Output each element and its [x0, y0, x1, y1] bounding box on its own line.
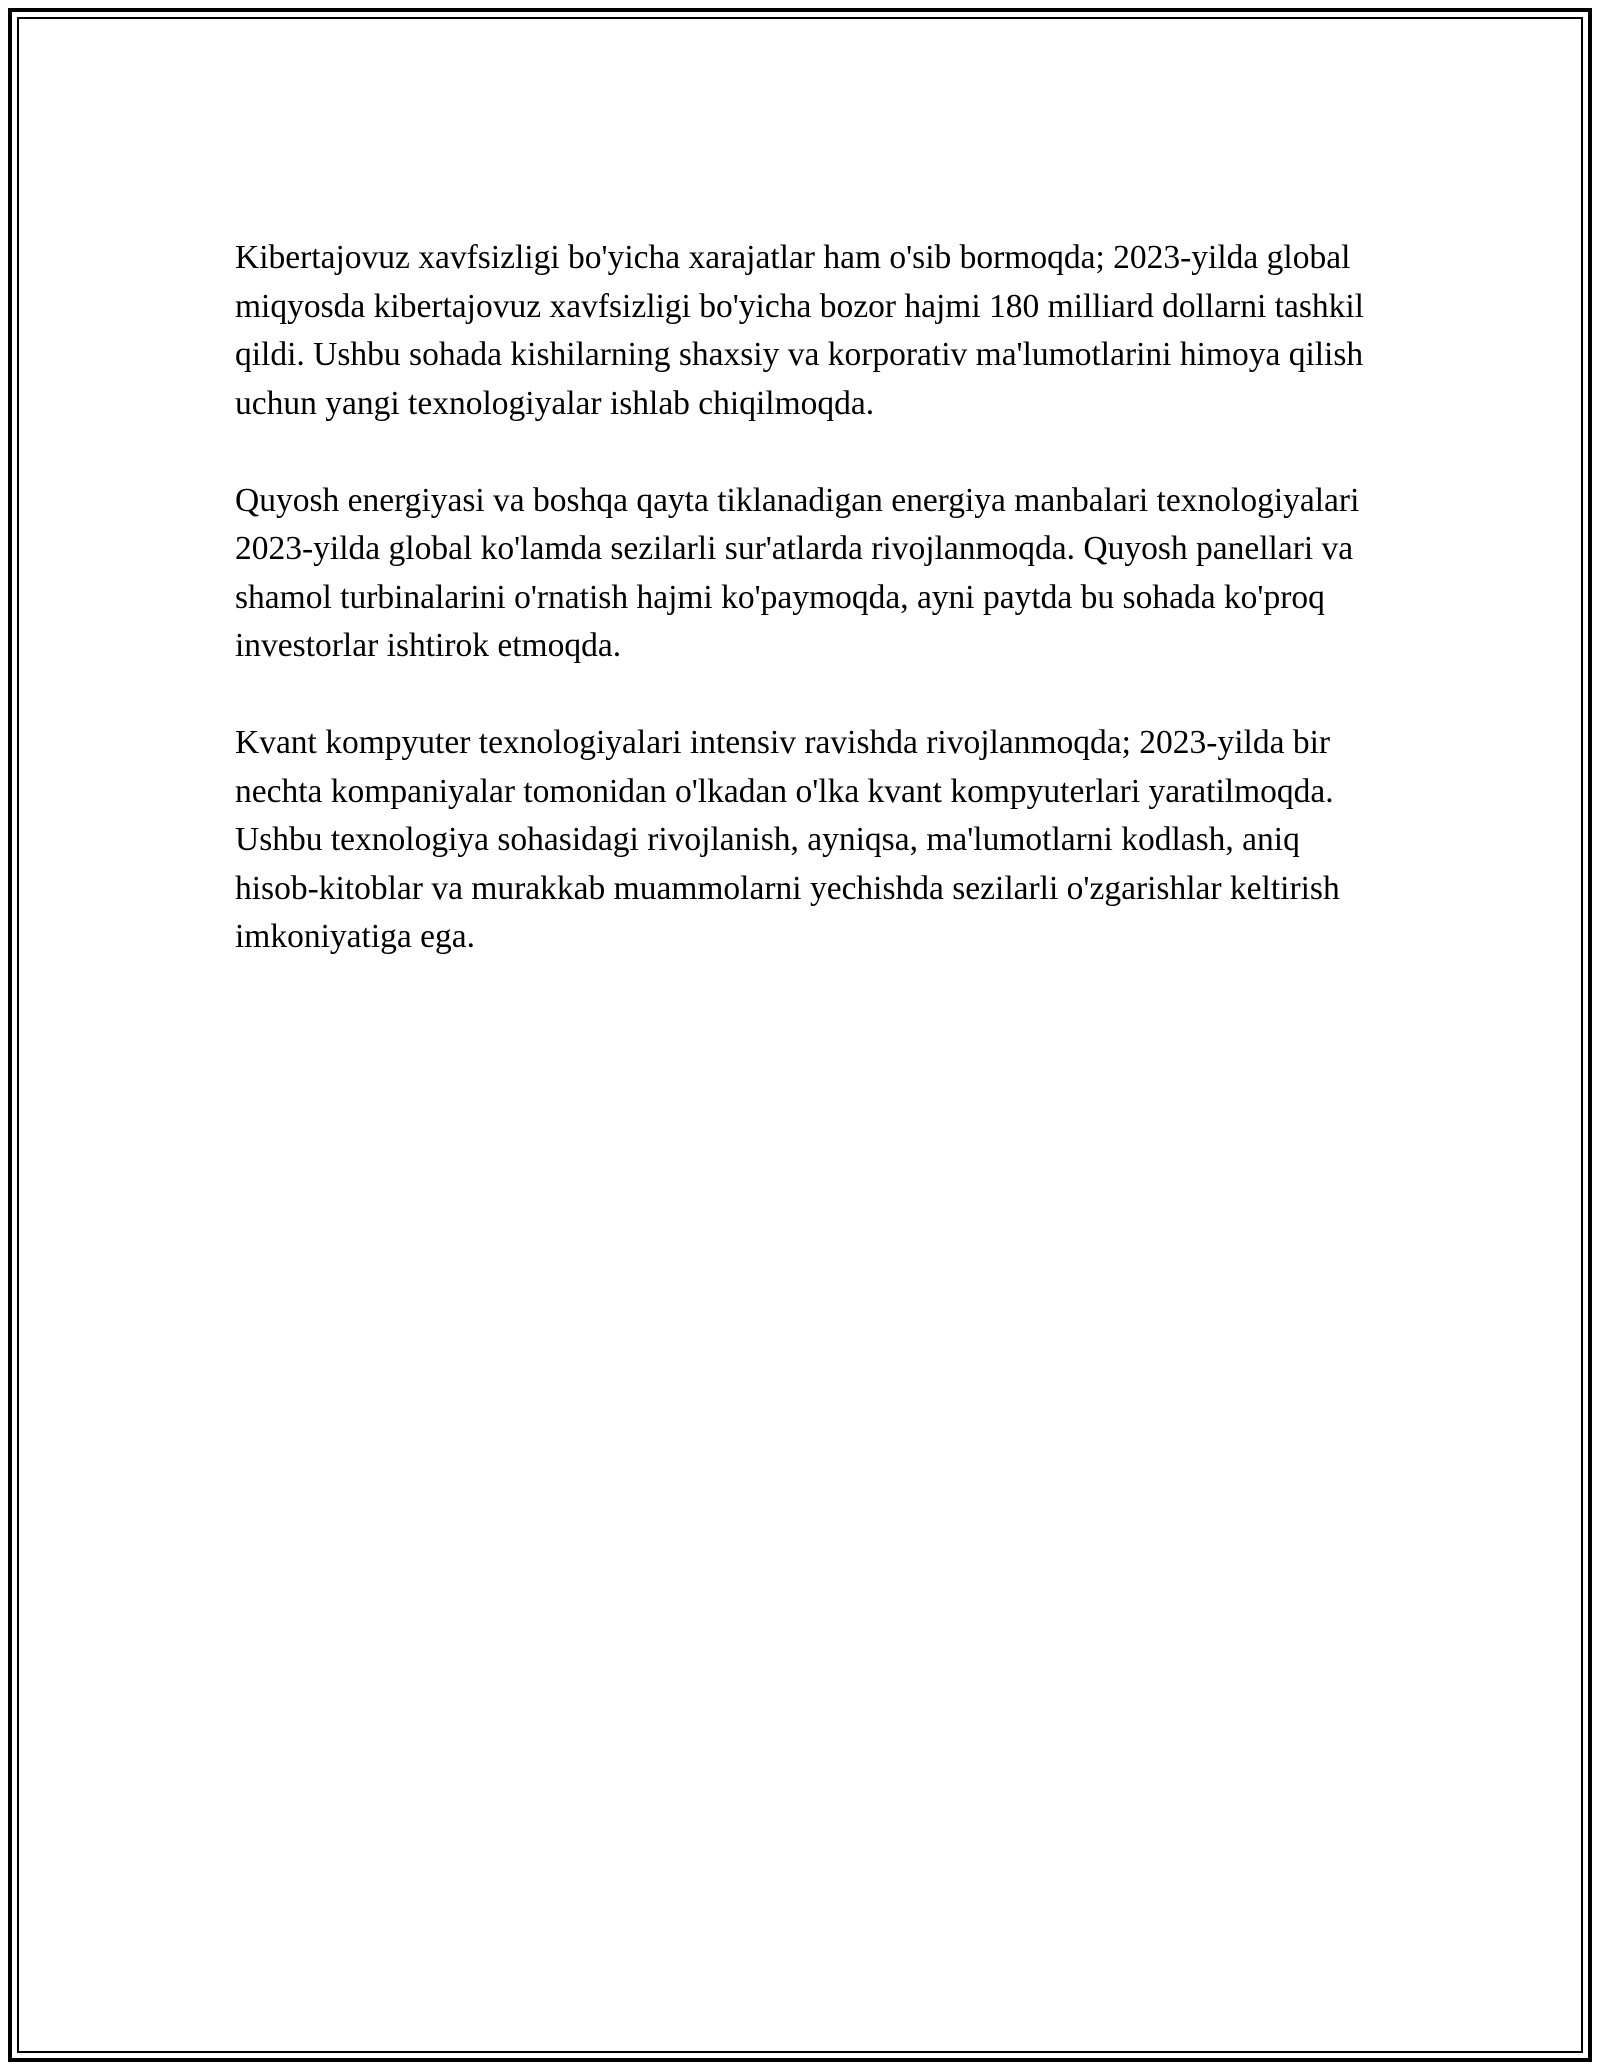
paragraph-cybersecurity: Kibertajovuz xavfsizligi bo'yicha xarajatlar ham o'sib bormoqda; 2023-yilda global miqyosda kibertajovuz xavfsizligi bo'yicha bozor hajmi 180 milliard dollarni tashkil qildi. Ushbu sohada kishilarning shaxsiy va korporativ ma'lumotlarini himoya qilish uchun yangi texnologiyalar ishlab chiqilmoqda. [235, 239, 1364, 422]
paragraph-quantum-computing: Kvant kompyuter texnologiyalari intensiv ravishda rivojlanmoqda; 2023-yilda bir nechta kompaniyalar tomonidan o'lkadan o'lka kvant kompyuterlari yaratilmoqda. Ushbu texnologiya sohasidagi rivojlanish, ayniqsa, ma'lumotlarni kodlash, aniq hisob-kitoblar va murakkab muammolarni yechishda sezilarli o'zgarishlar keltirish imkoniyatiga ega. [235, 724, 1340, 955]
document-body [235, 234, 1365, 1010]
paragraph-renewable-energy: Quyosh energiyasi va boshqa qayta tiklanadigan energiya manbalari texnologiyalari 2023-yilda global ko'lamda sezilarli sur'atlarda rivojlanmoqda. Quyosh panellari va shamol turbinalarini o'rnatish hajmi ko'paymoqda, ayni paytda bu sohada ko'proq investorlar ishtirok etmoqda. [235, 481, 1360, 664]
